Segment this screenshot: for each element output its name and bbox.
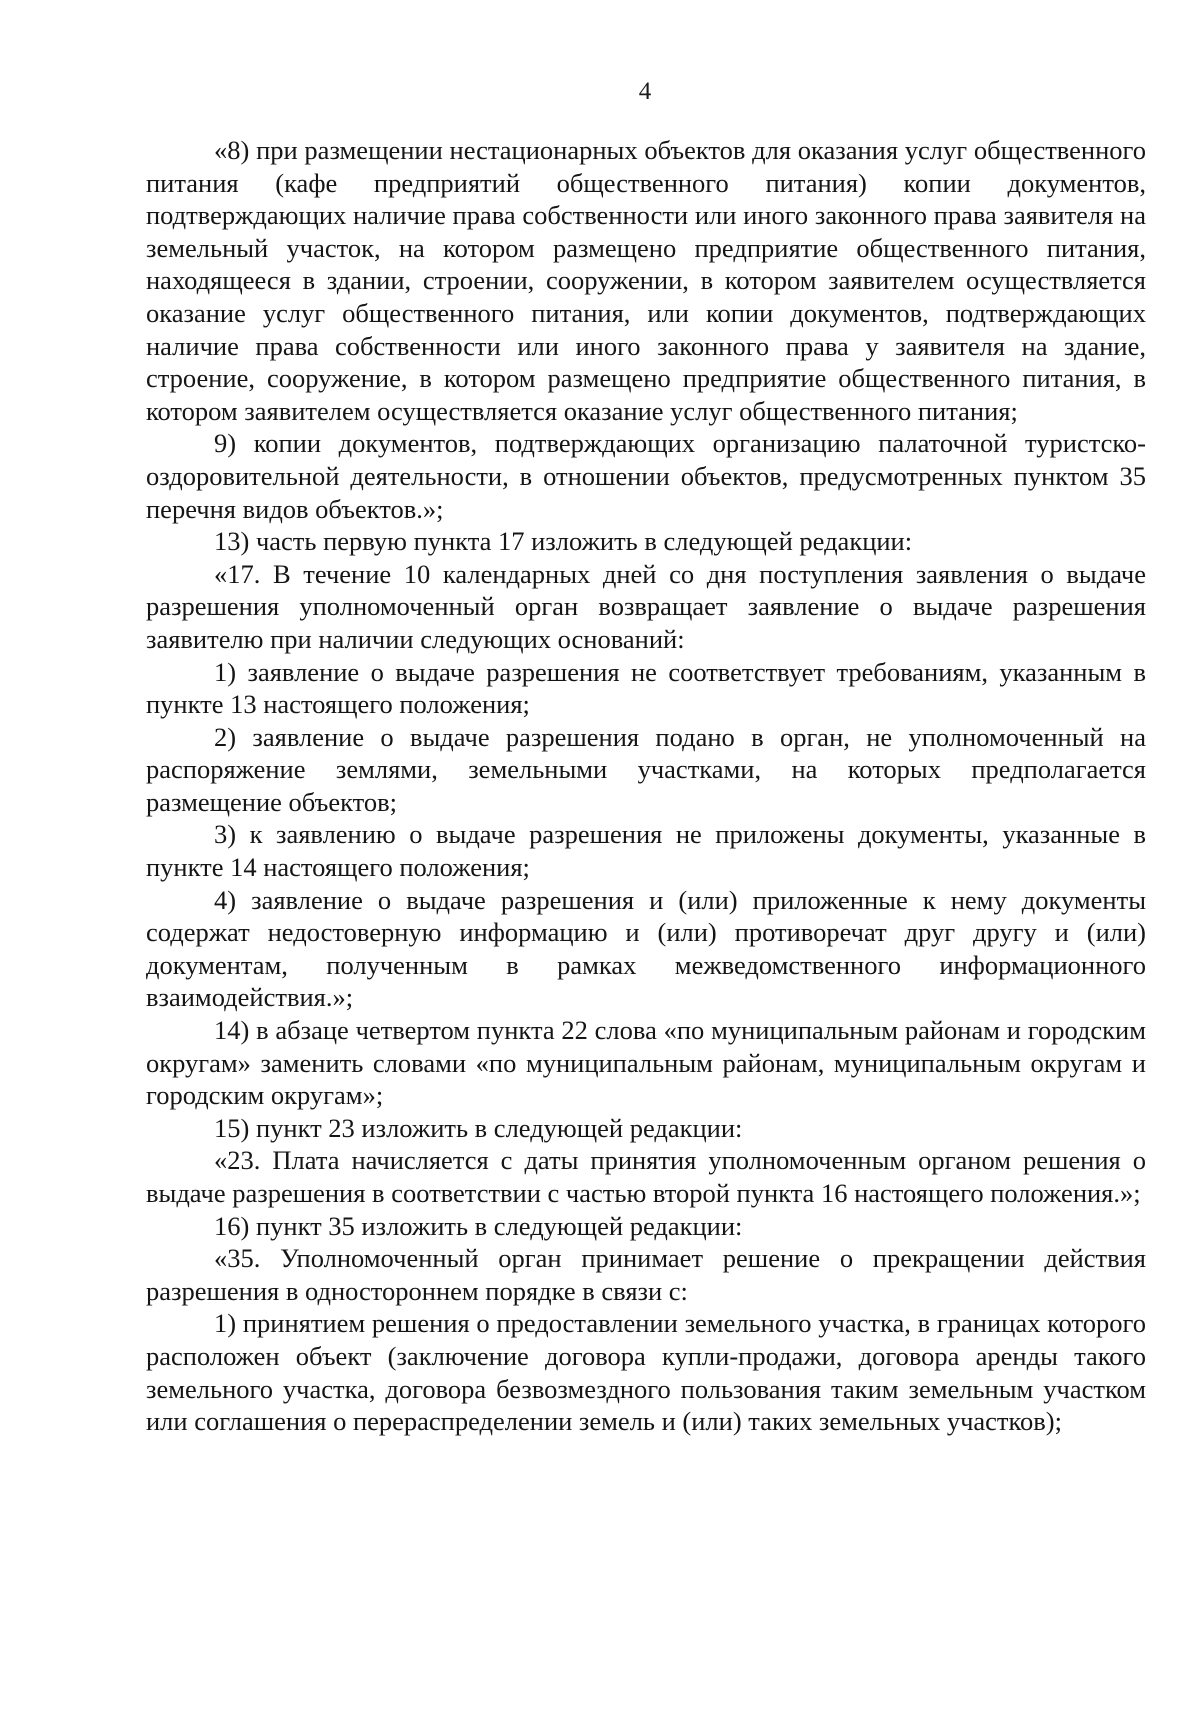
paragraph-amendment-16: 16) пункт 35 изложить в следующей редакции:	[214, 1210, 743, 1241]
paragraph-clause-35-item-1: 1) принятием решения о предоставлении земельного участка, в границах которого расположен объект (заключение договора купли-продажи, договора аренды такого земельного участка, договора безвозмездного пользования таким земельным участком или соглашения о перераспределении земель и (или) таких земельных участков);	[146, 1308, 1146, 1437]
paragraph-item-9: 9) копии документов, подтверждающих организацию палаточной туристско-оздоровительной деятельности, в отношении объектов, предусмотренных пунктом 35 перечня видов объектов.»;	[146, 428, 1146, 524]
paragraph-amendment-13: 13) часть первую пункта 17 изложить в следующей редакции:	[214, 526, 913, 557]
paragraph-item-8: «8) при размещении нестационарных объектов для оказания услуг общественного питания (кафе предприятий общественного питания) копии документов, подтверждающих наличие права собственности или иного законного права заявителя на земельный участок, на котором размещено предприятие общественного питания, находящееся в здании, строении, сооружении, в котором заявителем осуществляется оказание услуг общественного питания, или копии документов, подтверждающих наличие права собственности или иного законного права у заявителя на здание, строение, сооружение, в котором размещено предприятие общественного питания, в котором заявителем осуществляется оказание услуг общественного питания;	[146, 135, 1146, 426]
paragraph-clause-17: «17. В течение 10 календарных дней со дня поступления заявления о выдаче разрешения уполномоченный орган возвращает заявление о выдаче разрешения заявителю при наличии следующих оснований:	[146, 558, 1146, 654]
document-body	[146, 134, 1146, 1438]
paragraph-amendment-14: 14) в абзаце четвертом пункта 22 слова «по муниципальным районам и городским округам» заменить словами «по муниципальным районам, муниципальным округам и городским округам»;	[146, 1015, 1146, 1111]
paragraph-amendment-15: 15) пункт 23 изложить в следующей редакции:	[214, 1112, 743, 1143]
paragraph-clause-17-item-1: 1) заявление о выдаче разрешения не соответствует требованиям, указанным в пункте 13 настоящего положения;	[146, 656, 1146, 720]
paragraph-clause-17-item-3: 3) к заявлению о выдаче разрешения не приложены документы, указанные в пункте 14 настоящего положения;	[146, 819, 1146, 883]
page-number: 4	[638, 78, 652, 105]
paragraph-clause-23: «23. Плата начисляется с даты принятия уполномоченным органом решения о выдаче разрешения в соответствии с частью второй пункта 16 настоящего положения.»;	[146, 1145, 1146, 1208]
paragraph-clause-35: «35. Уполномоченный орган принимает решение о прекращении действия разрешения в одностороннем порядке в связи с:	[146, 1243, 1146, 1306]
paragraph-clause-17-item-4: 4) заявление о выдаче разрешения и (или) приложенные к нему документы содержат недостоверную информацию и (или) противоречат друг другу и (или) документам, полученным в рамках межведомственного информационного взаимодействия.»;	[146, 884, 1146, 1013]
paragraph-clause-17-item-2: 2) заявление о выдаче разрешения подано в орган, не уполномоченный на распоряжение землями, земельными участками, на которых предполагается размещение объектов;	[146, 721, 1146, 817]
